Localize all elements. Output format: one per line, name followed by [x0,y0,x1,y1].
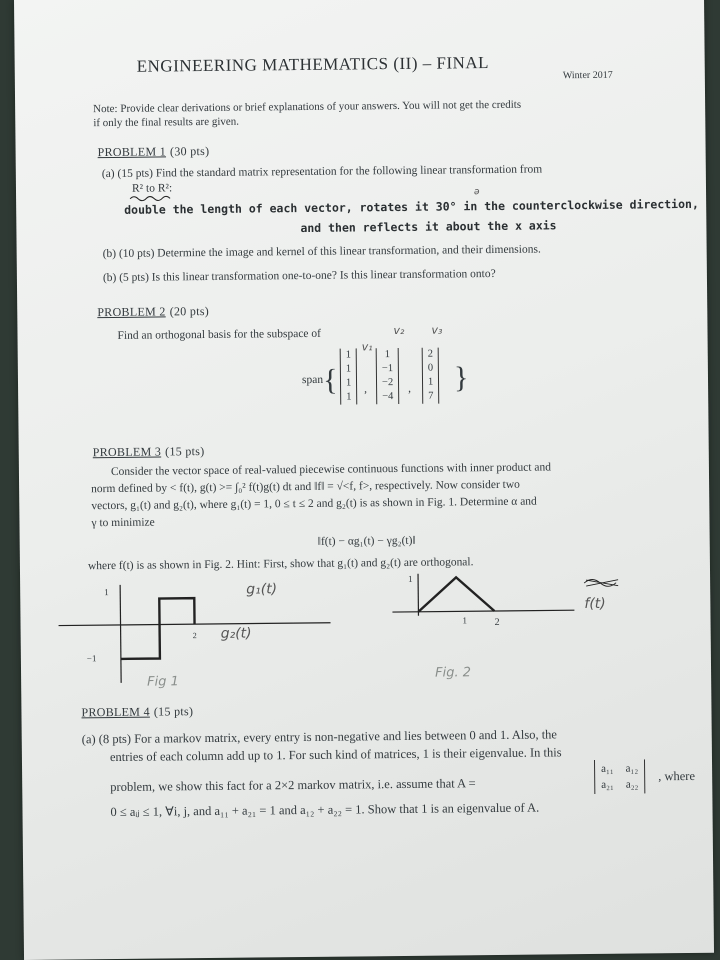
problem-4-heading [81,704,193,720]
fig2-f-curve [418,577,494,612]
problem-2-heading [97,304,209,320]
transformation-description-1: double the length of each vector, rotates it 30° in the counterclockwise direction, [124,196,699,217]
span-label: span{ [301,363,338,397]
v3-entry: 7 [428,390,434,402]
handwritten-v3: v₃ [431,323,443,337]
matrix-entry: a₁₂ [625,762,639,775]
exam-term: Winter 2017 [562,69,613,82]
problem-1a-line-2: R² to R²: [131,182,173,195]
fig1-x-tick-2: 2 [192,631,197,641]
v1-entry: 1 [346,391,352,403]
vector-v3 [422,348,440,404]
exam-note [93,98,521,130]
problem-2-points: (20 pts) [169,303,210,319]
problem-3-heading [93,444,205,460]
problem-4-line-3: problem, we show this fact for a 2×2 markov matrix, i.e. assume that A = [110,776,476,795]
matrix-entry: a₂₂ [625,778,639,791]
v1-entry: 1 [345,349,352,361]
handwritten-mark: ǝ [473,187,480,198]
problem-4-line-2: entries of each column add up to 1. For such kind of matrices, 1 is their eigenvalue. In this [109,745,562,765]
problem-4-line-1: (a) (8 pts) For a markov matrix, every entry is non-negative and lies between 0 and 1. Also, the [81,727,558,747]
v2-entry: −4 [382,391,394,403]
problem-3-line-4: γ to minimize [91,516,155,530]
problem-1-heading [98,144,210,160]
span-close-brace: } [453,361,469,395]
problem-3-points: (15 pts) [165,444,205,459]
problem-4-label: PROBLEM 4 [81,704,150,720]
problem-1-label: PROBLEM 1 [97,144,167,160]
figure-2-plot [388,568,579,630]
problem-1c-text: (b) (5 pts) Is this linear transformation one-to-one? Is this linear transformation onto? [102,267,496,285]
matrix-A [594,759,645,794]
fig2-x-tick-1: 1 [462,615,468,626]
exam-paper [14,0,714,960]
matrix-entry: a₁₁ [601,762,614,775]
problem-1a-line-1: (a) (15 pts) Find the standard matrix representation for the following linear transformation from [101,163,543,181]
problem-3-label: PROBLEM 3 [92,444,162,460]
vector-v1 [340,348,358,404]
fig2-handwritten-f: f(t) [584,595,606,613]
v3-entry: 2 [427,348,434,360]
v3-entry: 0 [427,362,434,374]
vector-v2 [376,348,400,404]
problem-1-points: (30 pts) [169,143,210,159]
minimization-formula: ‖f(t) − αg₁(t) − γg₂(t)‖ [317,534,416,548]
scribble-mark [582,576,622,590]
problem-4-where: , where [658,768,696,784]
fig2-x-tick-2: 2 [494,616,500,629]
fig2-y-tick-1: 1 [408,573,413,584]
handwritten-v1: v₁ [361,340,373,354]
note-line-2: if only the final results are given. [93,115,240,130]
fig1-handwritten-g1: g₁(t) [246,581,278,598]
fig1-y-axis [120,585,121,683]
problem-2-text: Find an orthogonal basis for the subspace of [117,327,322,342]
note-line-1: Note: Provide clear derivations or brief explanations of your answers. You will not get the credits [93,98,522,116]
fig1-y-tick-1: 1 [104,587,109,598]
matrix-entry: a₂₁ [601,778,614,791]
exam-title: ENGINEERING MATHEMATICS (II) – FINAL [136,53,490,76]
problem-4-line-4: 0 ≤ aᵢⱼ ≤ 1, ∀i, j, and a₁₁ + a₂₁ = 1 and a₁₂ + a₂₂ = 1. Show that 1 is an eigenvalue of A. [110,800,540,820]
v2-entry: 1 [384,349,390,361]
fig1-handwritten-g2: g₂(t) [220,625,252,642]
problem-3-line-3: vectors, g₁(t) and g₂(t), where g₁(t) = 1, 0 ≤ t ≤ 2 and g₂(t) is as shown in Fig. 1. Determine α and [91,495,537,513]
v2-entry: −1 [381,363,394,375]
v1-entry: 1 [345,363,352,375]
v3-entry: 1 [427,376,434,388]
fig1-y-tick-minus-1: −1 [86,653,97,664]
fig2-caption: Fig. 2 [434,665,472,681]
problem-3-line-2: norm defined by < f(t), g(t) >= ∫₀² f(t)g(t) dt and ‖f‖ = √<f, f>, respectively. Now consider two [91,478,520,496]
problem-4-points: (15 pts) [153,704,194,719]
problem-3-line-5: where f(t) is as shown in Fig. 2. Hint: First, show that g₁(t) and g₂(t) are orthogonal. [87,556,474,573]
vector-separator: , [408,382,412,395]
vector-separator: , [364,383,368,396]
transformation-description-2: and then reflects it about the x axis [300,218,557,236]
problem-1b-text: (b) (10 pts) Determine the image and kernel of this linear transformation, and their dimensions. [102,243,541,261]
fig1-caption: Fig 1 [147,674,179,690]
problem-3-line-1: Consider the vector space of real-valued piecewise continuous functions with inner product and [110,461,552,479]
v2-entry: −2 [381,377,394,389]
v1-entry: 1 [345,377,352,389]
handwritten-v2: v₂ [393,323,405,338]
problem-2-label: PROBLEM 2 [97,304,166,320]
fig1-g2-curve [120,598,195,659]
